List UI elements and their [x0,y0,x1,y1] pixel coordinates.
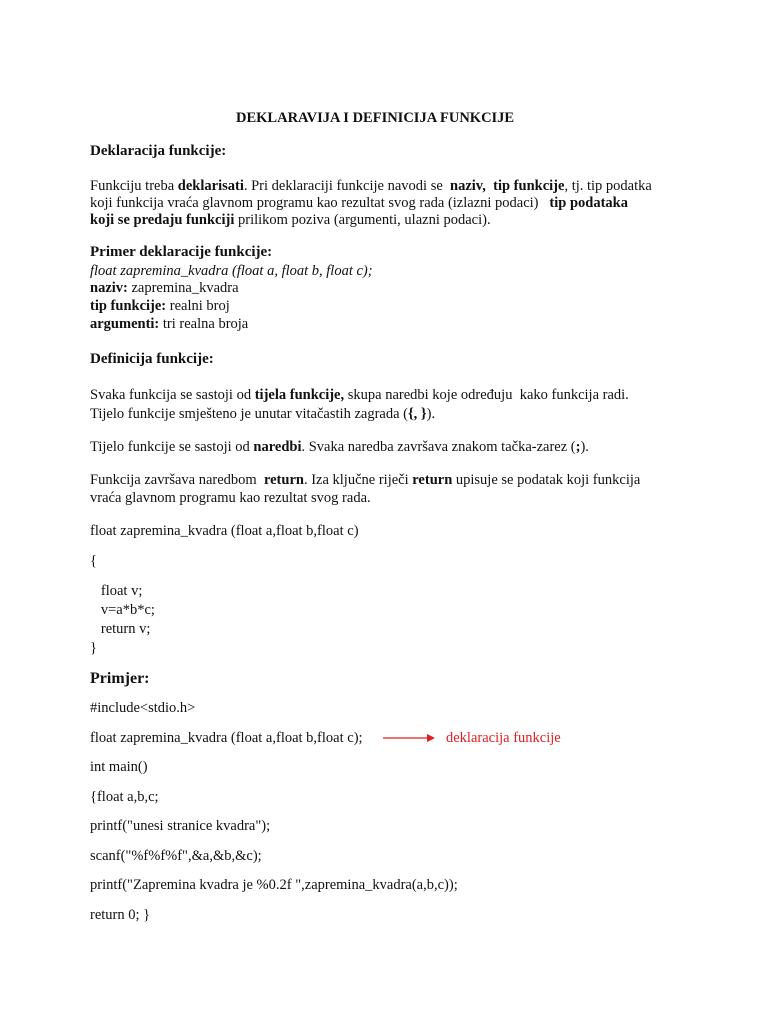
heading-deklaracija: Deklaracija funkcije: [90,143,227,159]
value: zapremina_kvadra [127,280,239,296]
text: Tijelo funkcije se sastoji od [90,439,254,455]
decl-type-row [90,297,230,315]
document-title: DEKLARAVIJA I DEFINICIJA FUNKCIJE [236,110,515,126]
arrow-right-icon [383,731,435,745]
paragraph-deklaracija-line2 [90,194,628,212]
bold-text: tip podataka [549,195,628,211]
text: skupa naredbi koje određuju kako funkcija radi. [344,387,629,403]
code-line: float v; [90,583,143,599]
example-code-line: scanf("%f%f%f",&a,&b,&c); [90,848,262,864]
paragraph-definicija-1-line1 [90,386,629,404]
example-code-line: return 0; } [90,907,151,923]
text: upisuje se podatak koji funkcija [452,472,641,488]
bold-text: deklarisati [177,178,244,194]
code-line: { [90,553,97,569]
example-code-line: #include<stdio.h> [90,700,196,716]
text: . Svaka naredba završava znakom tačka-zarez ( [301,439,576,455]
paragraph-definicija-2 [90,438,589,456]
example-declaration-code [90,262,373,280]
code-line: return v; [90,621,151,637]
bold-text: naredbi [253,439,302,455]
example-code-line: printf("Zapremina kvadra je %0.2f ",zapremina_kvadra(a,b,c)); [90,877,458,893]
bold-text: {, } [407,406,427,422]
value: realni broj [166,298,230,314]
text: ). [580,439,589,455]
code-line: v=a*b*c; [90,602,155,618]
example-code-line: {float a,b,c; [90,789,159,805]
decl-name-row [90,279,239,297]
code-line: } [90,640,97,656]
text: Funkcija završava naredbom [90,472,264,488]
heading-definicija: Definicija funkcije: [90,351,214,367]
bold-text: return [263,472,304,488]
code-line: float zapremina_kvadra (float a,float b,float c) [90,523,359,539]
text: . Pri deklaraciji funkcije navodi se [243,178,451,194]
text: prilikom poziva (argumenti, ulazni podaci). [234,212,491,228]
text: . Iza ključne riječi [303,472,413,488]
bold-text: return [412,472,453,488]
text: ). [426,406,436,422]
text: Svaka funkcija se sastoji od [90,387,255,403]
bold-text: tijela funkcije, [254,387,345,403]
label: tip funkcije: [90,298,167,314]
paragraph-definicija-3-line2: vraća glavnom programu kao rezultat svog rada. [90,490,371,506]
paragraph-deklaracija-line3 [90,211,491,229]
decl-args-row [90,315,248,333]
text: koji funkcija vraća glavnom programu kao rezultat svog rada (izlazni podaci) [90,195,550,211]
text: Funkciju treba [90,178,178,194]
heading-primer-deklaracije: Primer deklaracije funkcije: [90,244,273,260]
paragraph-deklaracija-line1 [90,177,652,195]
bold-text: naziv, tip funkcije [450,178,565,194]
example-code-line: int main() [90,759,148,775]
paragraph-definicija-1-line2 [90,405,435,423]
label: naziv: [90,280,128,296]
value: tri realna broja [159,316,249,332]
heading-primjer: Primjer: [90,670,150,687]
italic-code: float zapremina_kvadra (float a, float b, float c); [90,263,373,279]
annotation-deklaracija: deklaracija funkcije [446,730,561,746]
label: argumenti: [90,316,160,332]
paragraph-definicija-3-line1 [90,471,640,489]
bold-text: ; [575,439,581,455]
example-code-line: float zapremina_kvadra (float a,float b,float c); [90,730,363,746]
example-code-line: printf("unesi stranice kvadra"); [90,818,271,834]
bold-text: koji se predaju funkciji [90,212,235,228]
text: , tj. tip podatka [564,178,652,194]
text: Tijelo funkcije smješteno je unutar vitačastih zagrada ( [90,406,408,422]
